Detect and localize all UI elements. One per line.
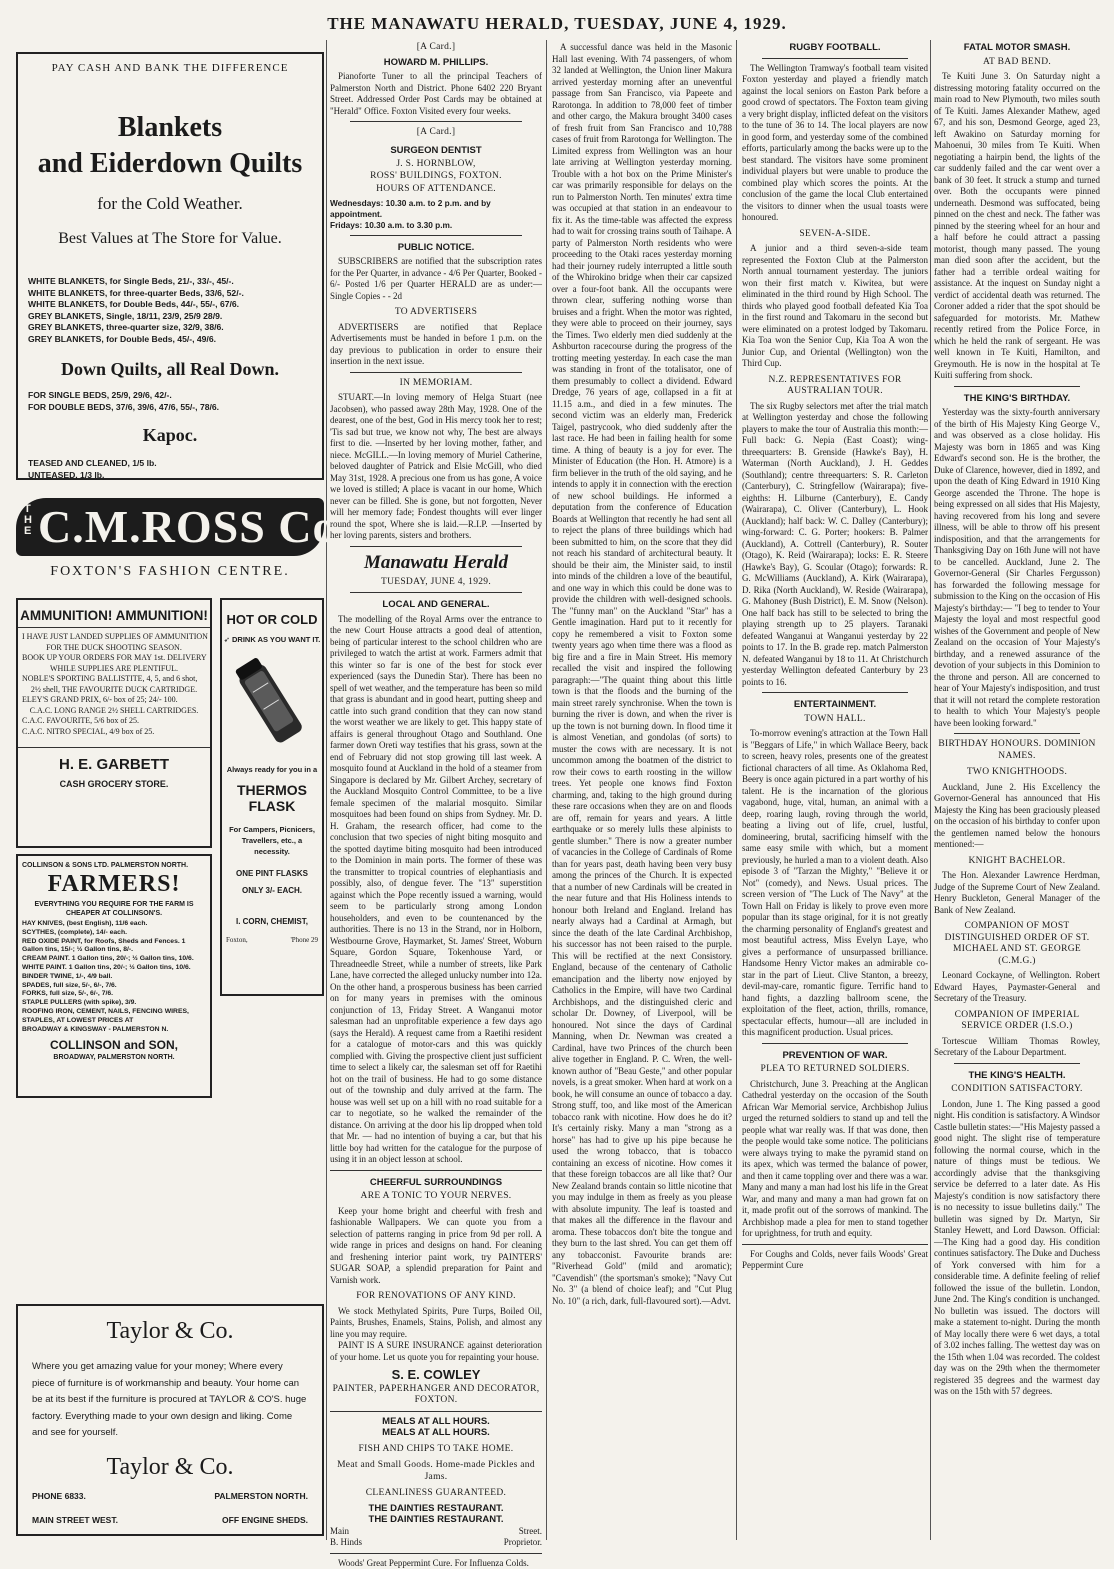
ad-product: THERMOS FLASK — [222, 782, 322, 814]
news-body: A successful dance was held in the Masonic Hall last evening. With 74 passengers, of whom 32 landed at Wellington, the Union liner Makura arrived yesterday morning after an uneventful passage from San Francisco, via Papeete and Rarotonga. In addition to 78,000 feet of timber and other cargo, the Makura brought 3400 cases of fresh fruit from San Francisco and 10,788 cases of fruit from Rarotonga for Wellington. The Limited express from Wellington was an hour late arriving at Wellington yesterday morning. Trouble with a hot box on the Prime Minister's car was primarily responsible for delays on the run to Palmerston North. Ten minutes' extra time was occupied at that station in an endeavour to fix it. As the time-table was affected the express had to wait for crossing trains south of Taihape. A party of Palmerston North residents who were proceeding to the Otaki races yesterday morning had their journey rudely interrupted a little south of the Whirokino bridge when their car capsized over a four-foot bank. All the occupants were thrown clear, suffering nothing worse than bruises and a fright. When the motor was righted, they were able to proceed on their journey, says the Times. Two elderly men died suddenly at the Ashburton racecourse during the progress of the trotting meeting yesterday. In each case the man was standing in front of the totalisator, one of them presumably to collect a dividend. Edward Dredge, 76 years of age, collapsed in a fit at 11.15 a.m., and died in a few minutes. The second victim was an elderly man, Frederick Taigel, pastrycook, who died suddenly after the last race. He had been in failing health for some time. A thing of beauty is a joy for ever. The Minister of Education (the Hon. H. Atmore) is a firm believer in the truth of the old saying, and he intends to apply it in connection with the erection of new school buildings. He informed a deputation from the conference of Education Boards at Wellington that recently he had sent all to reject the plans of three buildings which had been submitted to him, on the score that they did not reach his standard of architectural beauty. It should be their aim, the Minister said, to instil into minds of the children a love of the beautiful, and one way in which this could be done was to provide the children with well-designed schools. The "funny man" on the Auckland "Star" has a Gentle imagination. Hard put to it recently for copy he remembered a visit to Foxton some twenty years ago when time there was a flood as big fire and a fire in Main Street. His memory recalled the visit and inspired the following paragraph:—"The quaint thing about this little town is that the floods and the burning of the main street rarely synchronise. When the town is burning the river is down, and when the river is up the town is not burning down. In flood time it is almost Venetian, and gondolas (of sorts) to muster the cows with are necessary. It is not uncommon among the boatmen of the district to row their cows to earth roosting in the willow trees. Yet people one knows find Foxton charming, and, taking to the high ground during these rare occasions when they are on and floods are off, remain for years and years. A little earthquake or so merely lulls these alpinists to gentle slumber." There is now a greater number of vacancies in the College of Cardinals of Rome than for years past, death having been very busy among the princes of the Church. It is expected that a number of new Cardinals will be created in the near future and that His Holiness intends to honour both Ireland and England. Ireland has nearly always had a Cardinal at Armagh, but since the death of the late Cardinal Archbishop, his successor has not been raised to the purple. This will be rectified at the next Consistory. England, because of the centenary of Catholic emancipation and the liberty now enjoyed by Catholics in the Empire, will have two Cardinal Archbishops, and the distinguished cleric and scholar Dr. Downey, of Liverpool, will be honoured. Not since the days of Cardinal Manning, when Dr. Newman was created a Cardinal, have two Princes of the church been alive together in England. P. C. Wren, the well-known author of "Beau Geste," and other popular novels, is a great smoker. When hard at work on a book, he will consume an ounce of tobacco a day. Strong stuff, too, and like most of the American tobacco rank with nicotine. How does he do it? It's certainly risky. Many a man "strong as a horse" has had to give up his pipe because he used the wrong tobacco, that is tobacco containing an excess of nicotine. How comes it that these foreign tobaccos are all like that? Our New Zealand brands contain so little nicotine that you may indulge in them as freely as you please with absolute impunity. The leaf is toasted and that makes all the difference in the flavour and aroma. These tobaccos don't bite the tongue and they burn to the last shred. You can get them off any tobacconist. Favourite brands are: "Riverhead Gold" (mild and aromatic); "Cavendish" (the sportsman's smoke); "Navy Cut No. 3" (a blend of choice leaf); and "Cut Plug No. 10" (a rich, dark, full-flavoured sort).—Advt. — [552, 42, 732, 1307]
ammo-line: WHILE SUPPLIES ARE PLENTIFUL. — [22, 664, 206, 675]
local-body: The modelling of the Royal Arms over the entrance to the new Court House attracts a good deal of attention, being of particular interest to the school children who are privileged to watch the artist at work. Farmers admit that this winter so far is one of the best for stock ever experienced (says the Dunedin Star). There has been no spell of wet weather, and the temperature has been so mild that grass is abundant and in good heart, putting sheep and cattle into such grand condition that they can now stand the worst weather we are likely to get. This happy state of affairs is general throughout Otago and Southland. One farmer down Oreti way testifies that his grass, sown at the end of February did not stop growing till last week. A mosquito found at Auckland in the hold of a steamer from Singapore is declared by Mr. Gilbert Archey, secretary of the Auckland Mosquito Control Committee, to be a live female specimen of the malarial mosquito. Similar mosquitoes had been found on ships from Sydney. Mr. D. H. Graham, the research officer, had come to the conclusion that two species of night biting mosquito and the spotted daytime biting mosquito had been introduced to the Dominion in main ports. The former of these was the transmitter to tropical countries of elephantiasis and possibly, also, of dengue fever. The "13" superstition against which the Pope recently issued a warning, would seem to be particularly strong among London householders, and even to be countenanced by the authorities. There is no 13 in the Strand, nor in Holborn, Westbourne Grove, Haymarket, St. James' Street, Woburn Square, Gordon Square, Tokenhouse Yard, or Threadneedle Street, while a number of streets, like Park Lane, have corrected the alleged unlucky number into 12a. On the other hand, a prosperous business has been carried on for many years in premises with the ominous conjunction of 13, Friday Street. A Wanganui motor salesman had an unprofitable experience a few days ago (says the Herald). A request came from a Raetihi resident for a catalogue of motor-cars and this was quickly complied with. Giving the prospective client just sufficient time to select a likely car, the salesman set off for Raetihi hot on the trail of business. He had to go some distance out of the township and duly arrived at the farm. The house was well set up on a hill with no road suitable for a car to negotiate, so he walked the remainder of the distance. On arriving at the door his lip dropped when told that Mr. — had no intention of buying a car, but that his little boy had written for the catalogue for the purpose of using it in an object lesson at school. — [330, 614, 542, 1166]
farm-line: SPADES, full size, 5/-, 6/-, 7/6. — [22, 982, 206, 991]
farm-line: SCYTHES, (complete), 14/- each. — [22, 929, 206, 938]
price-list — [28, 458, 322, 481]
ad-subtitle-text: DRINK AS YOU WANT IT. — [232, 635, 320, 644]
column-rule — [736, 40, 737, 1540]
thermos-flask-illustration — [224, 654, 320, 754]
ad-footer — [226, 936, 318, 944]
paper-date: TUESDAY, JUNE 4, 1929. — [330, 577, 542, 589]
card-head: [A Card.] — [330, 42, 542, 54]
ad-text: I. CORN, CHEMIST, — [222, 917, 322, 926]
card-body: Pianoforte Tuner to all the principal Teachers of Palmerston North and District. Phone 6402 220 Bryant Street. Addressed Order Post Cards may be obtained at "Herald" Office. Foxton Visited every four weeks. — [330, 71, 542, 117]
section-sub: ARE A TONIC TO YOUR NERVES. — [330, 1191, 542, 1203]
ad-place: Foxton, — [226, 936, 248, 944]
section-head: N.Z. REPRESENTATIVES FOR AUSTRALIAN TOUR. — [742, 375, 928, 398]
ad-text: ONE PINT FLASKS — [222, 869, 322, 878]
farm-line: STAPLE PULLERS (with spike), 3/9. — [22, 999, 206, 1008]
ross-banner — [16, 498, 324, 556]
section-head: SEVEN-A-SIDE. — [742, 229, 928, 241]
farm-line: CREAM PAINT. 1 Gallon tins, 20/-; ½ Gallon tins, 10/6. — [22, 955, 206, 964]
owner-title: Proprietor. — [504, 1537, 542, 1549]
column-rule — [546, 40, 547, 1540]
meals-line: MEALS AT ALL HOURS. — [330, 1427, 542, 1439]
farm-line: FORKS, full size, 5/-, 6/-, 7/6. — [22, 990, 206, 999]
section-sub: TWO KNIGHTHOODS. — [934, 767, 1100, 779]
card-hours: HOURS OF ATTENDANCE. — [330, 184, 542, 196]
price-line: FOR DOUBLE BEDS, 37/6, 39/6, 47/6, 55/-, 78/6. — [28, 402, 322, 414]
column-ads — [16, 42, 324, 1542]
card-title: SURGEON DENTIST — [330, 145, 542, 157]
card-name: HOWARD M. PHILLIPS. — [330, 57, 542, 69]
farm-line: ROOFING IRON, CEMENT, NAILS, FENCING WIRES, STAPLES, AT LOWEST PRICES AT — [22, 1008, 206, 1026]
ammo-line: C.A.C. NITRO SPECIAL, 4/9 box of 25. — [22, 727, 206, 738]
section-sub: COMPANION OF MOST DISTINGUISHED ORDER OF ST. MICHAEL AND ST. GEORGE (C.M.G.) — [934, 921, 1100, 967]
price-line: UNTEASED, 1/3 lb. — [28, 470, 322, 482]
owner-name: B. Hinds — [330, 1537, 362, 1549]
paper-nameplate: Manawatu Herald — [330, 551, 542, 575]
health-body: London, June 1. The King passed a good night. His condition is satisfactory. A Windsor Castle bulletin states:—"His Majesty passed a good night. The slight rise of temperature following the normal course, which in the nature of things must be tedious. We accordingly advise that the thanksgiving service be deferred to a later date. As His Majesty's condition is now satisfactory there is no necessity to issue bulletins daily." The bulletin was signed by Dr. Martyn, Sir Stanley Hewett, and Lord Dawson. Official:—The King had a good day. His condition continues satisfactory. The Duke and Duchess of York conversed with him for a considerable time. A definite feeling of relief followed the issue of the bulletin. London, June 2nd. The King's condition is unchanged. No bulletin was issued. The doctors will make a statement to-night. During the month of May locally there were 6 wet days, a total of 3.02 inches falling. The wettest day was on the 15th when 1.04 was recorded. The coldest day was on the 29th when the thermometer registered 35 degrees and the warmest day was on the 15th with 57 degrees. — [934, 1099, 1100, 1398]
honours-body: Auckland, June 2. His Excellency the Governor-General has announced that His Majesty the King has been graciously pleased on the occasion of his birthday to confer upon the gentlemen named below the honours mentioned:— — [934, 782, 1100, 851]
dainties-address — [330, 1526, 542, 1538]
price-line: WHITE BLANKETS, for Single Beds, 21/-, 33/-, 45/-. — [28, 276, 322, 288]
blankets-ad — [16, 52, 324, 480]
memoriam-body: STUART.—In loving memory of Helga Stuart (nee Jacobsen), who passed away 28th May, 1928. One of the dearest, one of the best, God in His mercy took her to rest; 'Tis sad but true, we know not why, The best are always first to die. —Inserted by her loving mother, father, and niece. McGILL.—In loving memory of Muriel Catherine, beloved daughter of Patrick and Elsie McGill, who died May 31st, 1928. A precious one from us has gone, A voice we loved is stilled; A place is vacant in our home, Which never can be filled. She is gone, but not forgotten, Never will her memory fade; Fondest thoughts will ever linger round the spot, Where she is laid.—R.I.P. —Inserted by her loving parents, sisters and brothers. — [330, 392, 542, 542]
advertisers-body: ADVERTISERS are notified that Replace Advertisements must be handed in before 1 p.m. on the day previous to publication in order to ensure their insertion in the next issue. — [330, 322, 542, 368]
address-main: Main — [330, 1526, 349, 1538]
ammo-line: FOR THE DUCK SHOOTING SEASON. — [22, 643, 206, 654]
section-head: FATAL MOTOR SMASH. — [934, 42, 1100, 54]
ad-title: HOT OR COLD — [222, 612, 322, 627]
iso-body: Tortescue William Thomas Rowley, Secretary of the Labour Department. — [934, 1036, 1100, 1059]
ad-subtitle: Down Quilts, all Real Down. — [18, 359, 322, 380]
section-head: ENTERTAINMENT. — [742, 699, 928, 711]
column-notices — [330, 42, 542, 1542]
masthead: THE MANAWATU HERALD, TUESDAY, JUNE 4, 1929. — [0, 14, 1114, 34]
section-sub: PLEA TO RETURNED SOLDIERS. — [742, 1064, 928, 1076]
section-sub: FOR RENOVATIONS OF ANY KIND. — [330, 1291, 542, 1303]
ad-footer — [32, 1515, 308, 1525]
ad-subtitle: for the Cold Weather. — [18, 194, 322, 214]
price-line: TEASED AND CLEANED, 1/5 lb. — [28, 458, 322, 470]
ad-city: PALMERSTON NORTH. — [214, 1491, 308, 1501]
ad-address: BROADWAY, PALMERSTON NORTH. — [18, 1054, 210, 1061]
ad-phone: 'Phone 29 — [290, 936, 318, 944]
ammo-line: C.A.C. FAVOURITE, 5/6 box of 25. — [22, 716, 206, 727]
rugby-body: The Wellington Tramway's football team visited Foxton yesterday and played a friendly match against the local seniors on Easton Park before a good crowd of spectators. The Foxton team giving a very bright display, inflicted defeat on the visitors to the tune of 36 to 14. The local players are now in good form, and yesterday some of the combined efforts, particularly among the backs were up to the best standard. The visitors have some prominent individual players but were unable to produce the combined play which scores the points. At the conclusion of the game the local Club entertained the visitors to dinner when the usual toasts were honoured. — [742, 63, 928, 224]
notice-body: SUBSCRIBERS are notified that the subscription rates for the Per Quarter, in advance - 4/6 Per Quarter, Booked - 6/- Posted 1/6 per Quarter HERALD are as under:— Single Copies - - 2d — [330, 256, 542, 302]
ad-name: COLLINSON and SON, — [18, 1038, 210, 1052]
ad-phone: PHONE 6833. — [32, 1491, 86, 1501]
ent-body: To-morrow evening's attraction at the Town Hall is "Beggars of Life," in which Wallace Beery, back to screen, heavy roles, presents one of the greatest fictional characters of all time. As Oklahoma Red, Beery is once again pictured in a part worthy of his talent. He is the incarnation of the glorious vagabond, huge, vital, human, an animal with a deep, roaring laugh, roving through the world, beating a living out of life, cruel, lustful, domineering, brutal, sacrificing himself with the same easy smile with which, but a moment previously, he hurled a man to a violent death. Also episode 3 of "Tarzan the Mighty," "Believe it or Not" (comedy), and News. Usual prices. The screen version of "The Luck of The Navy" at the Town Hall on Friday is likely to prove even more popular than its stage original, for it is not greatly the charming personality of England's greatest and most beautiful actress, Miss Evelyn Laye, who gives a performance of unsurpassed brilliance. Handsome Henry Victor makes an admirable co-star in the part of Lieut. Clive Stanton, a breezy, devil-may-care, romantic figure. Terrific hand to hand fights, a dazzling ballroom scene, the exploitation of the fleet, action, thrills, romance, spectacular effects, humour—all are included in this magnificent production. Usual prices. — [742, 728, 928, 1039]
war-body: Christchurch, June 3. Preaching at the Anglican Cathedral yesterday on the occasion of the South African War Memorial service, Archbishop Julius urged the returned soldiers to stand up and tell the people what war really was. If that was done, then the people would take some notice. The politicians were always trying to make the pyramid stand on its apex, which was termed the balance of power, and then it came toppling over and there was a war. Many and many a man had lost his life in the Great War, and many and many a man had grown fat on it, made profit out of the sorrows of mankind. The Archbishop made a plea for men to stand together for uprightness, for truth and equity. — [742, 1079, 928, 1240]
ammo-line: 2½ shell, THE FAVOURITE DUCK CARTRIDGE. — [22, 685, 206, 696]
column-rule — [326, 40, 327, 1540]
knight-body: The Hon. Alexander Lawrence Herdman, Judge of the Supreme Court of New Zealand. Henry Buckleton, General Manager of the Bank of New Zealand. — [934, 870, 1100, 916]
ad-text: For Campers, Picnicers, Travellers, etc., a necessity. — [226, 824, 318, 857]
section-head: LOCAL AND GENERAL. — [330, 599, 542, 611]
cowley-name: S. E. COWLEY — [330, 1369, 542, 1381]
fish-line: FISH AND CHIPS TO TAKE HOME. — [330, 1444, 542, 1456]
price-line: FOR SINGLE BEDS, 25/9, 29/6, 42/-. — [28, 390, 322, 402]
clean-line: CLEANLINESS GUARANTEED. — [330, 1488, 542, 1500]
column-rule — [930, 40, 931, 1540]
ad-title: Taylor & Co. — [18, 1454, 322, 1481]
ammo-line: ELEY'S GRAND PRIX, 6/- box of 25; 24/- 100. — [22, 695, 206, 706]
price-list — [28, 276, 322, 345]
ammo-list — [22, 632, 206, 737]
seven-body: A junior and a third seven-a-side team represented the Foxton Club at the Palmerston North annual tournament yesterday. The juniors won their first match v. Kiwitea, but were eliminated in the third round by High School. The thirds who played good football defeated Kia Toa in the first round and Takomaru in the second but were eliminated on a protest lodged by Takomaru. Kia Toa won the Senior Cup, Kia Toa A won the Junior Cup, and Oriental (Wellington) won the Third Cup. — [742, 243, 928, 370]
ad-subtitle — [222, 635, 322, 644]
column-news-a — [552, 42, 732, 1542]
fatal-body: Te Kuiti June 3. On Saturday night a distressing motoring fatality occurred on the main road to New Plymouth, two miles south of Te Kuiti. James Alexander Mathew, aged 67, and his son, Desmond George, aged 23, left Awakino on Saturday morning for Mahoenui, 30 miles from Te Kuiti. When negotiating a hairpin bend, the lights of the car suddenly failed and the car went over a bank of 30 feet. It struck a stump and turned over. Both the occupants were pinned underneath. Desmond was suffocated, being pinned on the chest and neck. The father was pinned by the steering wheel for an hour and a half before he could attract a passing motorist, though many passed. The young man died soon after the accident, but the father had a terrible ordeal waiting for assistance. At the inquest on Sunday night a verdict of accidental death was returned. The Coroner added a rider that the spot should be safeguarded for motorists. Mr. Mathew recently retired from the Police Force, in which he held the rank of sergeant. He was well known in Te Kuiti, Hamilton, and Greymouth. He is now in the hospital at Te Kuiti suffering from shock. — [934, 71, 1100, 382]
ad-title: AMMUNITION! AMMUNITION! — [18, 608, 210, 623]
hours-line: Wednesdays: 10.30 a.m. to 2 p.m. and by appointment. — [330, 198, 542, 220]
section-head: PREVENTION OF WAR. — [742, 1050, 928, 1062]
ammo-line: I HAVE JUST LANDED SUPPLIES OF AMMUNITION — [22, 632, 206, 643]
cheerful-body: Keep your home bright and cheerful with fresh and fashionable Wallpapers. We can quote you from a selection of patterns ranging in price from 9d per roll. A wide range in prices and designs on hand. For cleaning and freshening interior paint work, try PAINTERS' SUGAR SOAP, a splendid preparation for Paint and Varnish work. — [330, 1206, 542, 1287]
meals-line: MEALS AT ALL HOURS. — [330, 1416, 542, 1428]
section-head: TO ADVERTISERS — [330, 307, 542, 319]
ammunition-ad — [16, 598, 212, 848]
card-head: [A Card.] — [330, 127, 542, 139]
ammo-line: BOOK UP YOUR ORDERS FOR MAY 1st. DELIVERY — [22, 653, 206, 664]
ammo-line: NOBLE'S SPORTING BALLISTITE, 4, 5, and 6 shot, — [22, 674, 206, 685]
ross-the: THE — [24, 504, 34, 537]
insurance-body: PAINT IS A SURE INSURANCE against deterioration of your home. Let us quote you for repainting your house. — [330, 1340, 542, 1363]
ad-subtitle: EVERYTHING YOU REQUIRE FOR THE FARM IS CHEAPER AT COLLINSON'S. — [24, 900, 204, 918]
column-sport-main — [742, 42, 928, 1542]
ad-body: Where you get amazing value for your money; Where every piece of furniture is of workmanship and beauty. Your home can be at its best if the furniture is procured at TAYLOR & CO'S. huge factory. Everything made to your own design and liking. Come and see for yourself. — [32, 1359, 308, 1442]
ad-text: Always ready for you in a — [222, 765, 322, 774]
ad-subtitle: Best Values at The Store for Value. — [18, 230, 322, 248]
ad-sheds: OFF ENGINE SHEDS. — [222, 1515, 308, 1525]
section-sub: AT BAD BEND. — [934, 57, 1100, 69]
dainties-line: THE DAINTIES RESTAURANT. — [330, 1503, 542, 1515]
section-sub: COMPANION OF IMPERIAL SERVICE ORDER (I.S.O.) — [934, 1010, 1100, 1033]
column-news-c — [934, 42, 1100, 1542]
ad-title: and Eiderdown Quilts — [18, 148, 322, 180]
ad-title: Taylor & Co. — [18, 1318, 322, 1345]
farmers-ad — [16, 854, 212, 1098]
section-head: THE KING'S HEALTH. — [934, 1070, 1100, 1082]
ross-logo: C.M.ROSS Co — [38, 500, 337, 554]
price-line: GREY BLANKETS, three-quarter size, 32/9, 38/6. — [28, 322, 322, 334]
section-head: CHEERFUL SURROUNDINGS — [330, 1177, 542, 1189]
arrow-icon: ➶ — [224, 635, 230, 644]
section-head: IN MEMORIAM. — [330, 378, 542, 390]
ross-tagline: FOXTON'S FASHION CENTRE. — [16, 564, 324, 580]
hours-line: Fridays: 10.30 a.m. to 3.30 p.m. — [330, 220, 542, 231]
farm-line: HAY KNIVES, (best English), 11/6 each. — [22, 920, 206, 929]
farm-list — [22, 920, 206, 1034]
meat-line: Meat and Small Goods. Home-made Pickles and Jams. — [330, 1460, 542, 1483]
ad-title: Blankets — [18, 112, 322, 144]
taylor-ad — [16, 1304, 324, 1536]
address-street: Street. — [519, 1526, 542, 1538]
farm-line: BROADWAY & KINGSWAY - PALMERSTON N. — [22, 1026, 206, 1035]
stmg-body: Leonard Cockayne, of Wellington. Robert Edward Hayes, Paymaster-General and Secretary of the Treasury. — [934, 970, 1100, 1005]
section-head: BIRTHDAY HONOURS. DOMINION NAMES. — [934, 739, 1100, 762]
farm-line: WHITE PAINT. 1 Gallon tins, 20/-; ½ Gallon tins, 10/6. — [22, 964, 206, 973]
ad-tagline: COLLINSON & SONS LTD. PALMERSTON NORTH. — [22, 862, 206, 869]
section-sub: TOWN HALL. — [742, 714, 928, 726]
renovations-body: We stock Methylated Spirits, Pure Turps, Boiled Oil, Paints, Brushes, Enamels, Stains, Polish, and almost any line you may require. — [330, 1306, 542, 1341]
section-sub: CONDITION SATISFACTORY. — [934, 1084, 1100, 1096]
ross-ad — [16, 498, 324, 590]
thermos-ad — [220, 598, 324, 996]
ad-street: MAIN STREET WEST. — [32, 1515, 118, 1525]
woods-ad: Woods' Great Peppermint Cure. For Influenza Colds. — [330, 1558, 542, 1569]
dainties-owner — [330, 1537, 542, 1549]
farm-line: RED OXIDE PAINT, for Roofs, Sheds and Fences. 1 Gallon tins, 15/-; ½ Gallon tins, 8/-. — [22, 938, 206, 956]
ad-name: H. E. GARBETT — [18, 756, 210, 773]
king-body: Yesterday was the sixty-fourth anniversary of the birth of His Majesty King George V., and was observed as a close holiday. His Majesty was born in 1865 and was King Edward's second son. He is the brother, the Duke of Clarence, however, died in 1892, and upon the death of King Edward in 1910 King George ascended the Throne. The hope is being expressed on all sides that His Majesty, having recovered from his long and severe illness, will be able to throw off his present indisposition, and that the arrangements for Thanksgiving Day on 16th June will not have to be cancelled. Auckland, June 2. The Governor-General (Sir Charles Fergusson) has forwarded the following message for submission to the King on the occasion of His Majesty's birthday:— "I beg to tender to Your Majesty the loyal and most respectful good wishes of the Government and people of New Zealand on the occasion of Your Majesty's birthday, and a renewed assurance of the devotion of your subjects in this Dominion to the throne and person. All are concerned to hear of Your Majesty's indisposition, and trust that it will not retard the complete restoration to health to which Your Majesty's people have been looking forward." — [934, 407, 1100, 729]
ad-subtitle: Kapoc. — [18, 425, 322, 446]
section-head: RUGBY FOOTBALL. — [742, 42, 928, 54]
price-line: GREY BLANKETS, for Double Beds, 45/-, 49/6. — [28, 334, 322, 346]
hours-list — [330, 198, 542, 231]
ad-tagline: PAY CASH AND BANK THE DIFFERENCE — [18, 62, 322, 74]
section-head: THE KING'S BIRTHDAY. — [934, 393, 1100, 405]
cowley-trade: PAINTER, PAPERHANGER AND DECORATOR, FOXTON. — [330, 1384, 542, 1407]
ammo-line: C.A.C. LONG RANGE 2½ SHELL CARTRIDGES. — [22, 706, 206, 717]
nz-body: The six Rugby selectors met after the trial match at Wellington yesterday and chose the following players to make the tour of Australia this month:— Full back: G. Nepia (East Coast); wing-threequarters: B. Grenside (Hawke's Bay), H. Waterman (North Auckland), J. H. Geddes (Southland); centre threequarters: S. R. Carleton (Canterbury), C. Stringfellow (Wairarapa); five-eighths: H. Lilburne (Canterbury), E. Candy (Wairarapa), C. Oliver (Canterbury), L. Hook (Auckland); half back: W. C. Dalley (Canterbury); wing-forward: C. G. Porter; hookers: B. Palmer (Auckland), A. Cottrell (Canterbury), R. Souter (Otago), K. Reid (Wairarapa); locks: E. R. Steere (Hawke's Bay), G. Scoular (Otago); forwards: R. G. McWilliams (Auckland), A. Kirk (Wairarapa), D. Rika (North Auckland), W. Reside (Wairarapa), G. Mahoney (Bush District), E. M. Snow (Nelson). One half back has still to be selected to bring the playing strength up to 25 players. Taranaki defeated Wanganui at Wanganui yesterday by 22 points to 17. In the B. grade rep. match Palmerston N. defeated Wanganui by 18 to 11. At Christchurch yesterday Wellington defeated Canterbury by 23 points to 16. — [742, 401, 928, 689]
ad-footer — [32, 1491, 308, 1501]
dainties-line: THE DAINTIES RESTAURANT. — [330, 1514, 542, 1526]
price-line: GREY BLANKETS, Single, 18/11, 23/9, 25/9 28/9. — [28, 311, 322, 323]
section-head: PUBLIC NOTICE. — [330, 242, 542, 254]
ad-title: FARMERS! — [18, 871, 210, 898]
farm-line: BINDER TWINE, 1/-, 4/9 ball. — [22, 973, 206, 982]
price-line: WHITE BLANKETS, for Double Beds, 44/-, 55/-, 67/6. — [28, 299, 322, 311]
ad-subtitle: CASH GROCERY STORE. — [18, 779, 210, 789]
peppermint-ad: For Coughs and Colds, never fails Woods' Great Peppermint Cure — [742, 1249, 928, 1272]
ad-text: ONLY 3/- EACH. — [222, 886, 322, 895]
card-place: ROSS' BUILDINGS, FOXTON. — [330, 171, 542, 183]
price-line: WHITE BLANKETS, for three-quarter Beds, 33/6, 52/-. — [28, 288, 322, 300]
card-name: J. S. HORNBLOW, — [330, 159, 542, 171]
section-sub: KNIGHT BACHELOR. — [934, 856, 1100, 868]
price-list — [28, 390, 322, 413]
